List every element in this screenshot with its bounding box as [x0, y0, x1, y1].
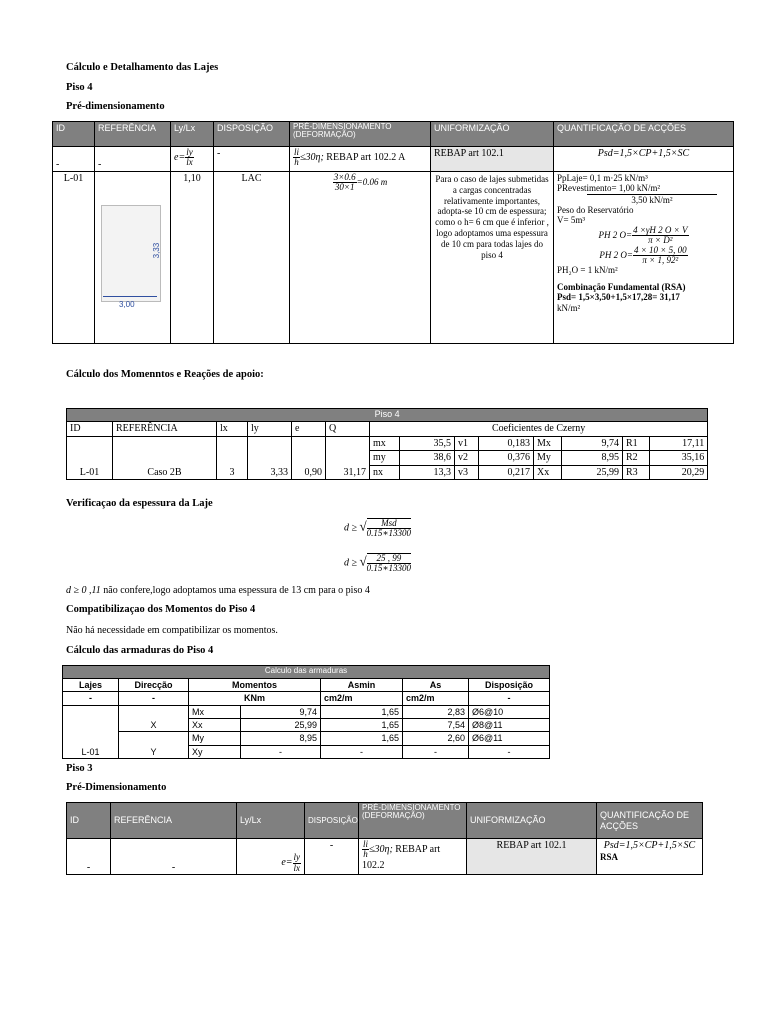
p3-hdr-id: ID: [67, 803, 111, 839]
t2-cell: 35,16: [650, 451, 708, 466]
arm-cell: Xx: [189, 719, 241, 732]
arm-cell: My: [189, 732, 241, 745]
slab-sketch: [95, 172, 171, 344]
arm-cell: -: [321, 745, 403, 758]
t2-cell: Mx: [534, 436, 562, 451]
t2-cell: 8,95: [562, 451, 623, 466]
t2-hdr-ref: REFERÊNCIA: [113, 422, 217, 437]
p3-hdr-predim: PRÉ-DIMENSIONAMENTO (DEFORMAÇÃO): [359, 803, 467, 839]
p3-predim-formula: $\frac{li}{h}$ ≤30η; REBAP art 102.2: [359, 839, 467, 875]
arm-hdr-as: As: [403, 679, 469, 692]
arm-cell: Mx: [189, 705, 241, 718]
p3-id: -: [67, 839, 111, 875]
p3-e-formula: e= $\frac{ly}{lx}$: [237, 839, 305, 875]
t2-id: L-01: [67, 436, 113, 480]
verif-formula-1: d ≥ √ $\frac{\text{Msd}}{0.15∗13300}$: [344, 518, 412, 539]
t2-cell: 25,99: [562, 465, 623, 480]
t2-cell: R3: [623, 465, 650, 480]
t2-cell: R1: [623, 436, 650, 451]
predim-calc: $\frac{3\times 0.6}{30\times 1}$ =0.06 m: [290, 172, 431, 344]
predim-heading: Pré-dimensionamento: [66, 101, 165, 112]
t2-cell: 0,183: [479, 436, 534, 451]
arm-cell: 9,74: [241, 705, 321, 718]
t2-hdr-q: Q: [326, 422, 370, 437]
t2-cell: Xx: [534, 465, 562, 480]
formula-id: -: [53, 147, 95, 172]
arm-hdr-disp: Disposição: [469, 679, 550, 692]
moments-heading: Cálculo dos Momenntos e Reações de apoio:: [66, 369, 264, 380]
t2-lx: 3: [217, 436, 248, 480]
arm-cell: 2,60: [403, 732, 469, 745]
arm-cell: -: [403, 745, 469, 758]
t2-cell: 38,6: [400, 451, 455, 466]
formula-disp: -: [214, 147, 290, 172]
hdr-quant: QUANTIFICAÇÃO DE ACÇÕES: [554, 122, 734, 147]
p3-disp: -: [305, 839, 359, 875]
slab-disp: LAC: [214, 172, 290, 344]
arm-cell: 25,99: [241, 719, 321, 732]
arm-hdr-asmin: Asmin: [321, 679, 403, 692]
czerny-table-title: Piso 4: [67, 409, 708, 422]
arm-cell: Xy: [189, 745, 241, 758]
arm-dir-x: X: [119, 705, 189, 732]
piso3-heading: Piso 3: [66, 763, 93, 774]
t2-hdr-lx: lx: [217, 422, 248, 437]
t2-cell: v3: [455, 465, 479, 480]
hdr-unif: UNIFORMIZAÇÃO: [431, 122, 554, 147]
p3-hdr-disp: DISPOSIÇÃO: [305, 803, 359, 839]
compat-text: Não há necessidade em compatibilizar os momentos.: [66, 625, 278, 636]
arm-cell: -: [469, 745, 550, 758]
compat-heading: Compatibilizaçao dos Momentos do Piso 4: [66, 604, 256, 615]
verif-result: d ≥ 0 ,11 não confere,logo adoptamos uma espessura de 13 cm para o piso 4: [66, 585, 370, 596]
p3-hdr-quant: QUANTIFICAÇÃO DE ACÇÕES: [597, 803, 703, 839]
unif-text: Para o caso de lajes submetidas a cargas concentradas relativamente importantes, adopta-se 10 cm de espessura; como o h= 6 cm que é inferior , logo adoptamos uma espessura de 10 cm para todas lajes do piso 4: [431, 172, 554, 344]
arm-cell: -: [241, 745, 321, 758]
hdr-ref: REFERÊNCIA: [95, 122, 171, 147]
hdr-predim: PRÉ-DIMENSIONAMENTO (DEFORMAÇÃO): [290, 122, 431, 147]
arm-cell: 7,54: [403, 719, 469, 732]
verif-formula-2: d ≥ √ $\frac{25 , 99}{0.15∗13300}$: [344, 553, 412, 574]
p3-hdr-unif: UNIFORMIZAÇÃO: [467, 803, 597, 839]
t2-hdr-czerny: Coeficientes de Czerny: [370, 422, 708, 437]
arm-cell: 1,65: [321, 719, 403, 732]
arm-cell: 2,83: [403, 705, 469, 718]
arm-unit: cm2/m: [403, 692, 469, 705]
t2-e: 0,90: [292, 436, 326, 480]
arm-hdr-momentos: Momentos: [189, 679, 321, 692]
arm-cell: 8,95: [241, 732, 321, 745]
arm-cell: 1,65: [321, 732, 403, 745]
document-title: Cálculo e Detalhamento das Lajes: [66, 62, 219, 73]
t2-ref: Caso 2B: [113, 436, 217, 480]
p3-ref: -: [111, 839, 237, 875]
quantification: PpLaje= 0,1 m·25 kN/m³ PRevestimento= 1,00 kN/m² 3,50 kN/m² Peso do Reservatório V= 5m³ PH 2 O= $\frac{4 \times\gamma H 2 O \times V}{\text{π × D²}}$ PH 2 O= $\frac{4 \times 10 \times 5, 00}{\text{π × 1, 92²}}$ PH₂O = 1 kN/m² Combinação Fundamental (RSA) Psd= 1,5×3,50+1,5×17,28= 31,17 kN/m²: [554, 172, 734, 344]
predim-table-piso3: [66, 802, 703, 875]
armaduras-heading: Cálculo das armaduras do Piso 4: [66, 645, 214, 656]
arm-unit: KNm: [189, 692, 321, 705]
psd-formula: Psd=1,5×CP+1,5×SC: [554, 147, 734, 172]
verif-heading: Verificaçao da espessura da Laje: [66, 498, 213, 509]
arm-unit: cm2/m: [321, 692, 403, 705]
arm-unit: -: [63, 692, 119, 705]
p3-hdr-ref: REFERÊNCIA: [111, 803, 237, 839]
arm-hdr-lajes: Lajes: [63, 679, 119, 692]
floor-4-heading: Piso 4: [66, 82, 93, 93]
slab-id: L-01: [53, 172, 95, 344]
t2-cell: mx: [370, 436, 400, 451]
predim-table-piso4: [52, 121, 734, 344]
czerny-table: [66, 408, 708, 480]
t2-cell: 9,74: [562, 436, 623, 451]
t2-cell: My: [534, 451, 562, 466]
t2-cell: 35,5: [400, 436, 455, 451]
arm-cell: Ø6@10: [469, 705, 550, 718]
armaduras-table-title: Calculo das armaduras: [63, 666, 550, 679]
hdr-ratio: Ly/Lx: [171, 122, 214, 147]
t2-ly: 3,33: [248, 436, 292, 480]
p3-hdr-ratio: Ly/Lx: [237, 803, 305, 839]
unif-ref: REBAP art 102.1: [431, 147, 554, 172]
t2-cell: 0,217: [479, 465, 534, 480]
arm-cell: Ø8@11: [469, 719, 550, 732]
arm-dir-y: Y: [119, 732, 189, 759]
dim-ly: 3,33: [152, 242, 162, 259]
t2-hdr-id: ID: [67, 422, 113, 437]
arm-cell: 1,65: [321, 705, 403, 718]
arm-id: L-01: [63, 705, 119, 758]
p3-quant: Psd=1,5×CP+1,5×SC RSA: [597, 839, 703, 875]
piso3-predim-heading: Pré-Dimensionamento: [66, 782, 167, 793]
t2-cell: 0,376: [479, 451, 534, 466]
hdr-id: ID: [53, 122, 95, 147]
arm-cell: Ø6@11: [469, 732, 550, 745]
formula-ref: -: [95, 147, 171, 172]
t2-cell: 17,11: [650, 436, 708, 451]
e-formula: e= $\frac{ly}{lx}$: [171, 147, 214, 172]
t2-q: 31,17: [326, 436, 370, 480]
t2-cell: v1: [455, 436, 479, 451]
t2-cell: R2: [623, 451, 650, 466]
t2-cell: my: [370, 451, 400, 466]
arm-unit: -: [469, 692, 550, 705]
slab-ratio: 1,10: [171, 172, 214, 344]
p3-unif: REBAP art 102.1: [467, 839, 597, 875]
t2-hdr-e: e: [292, 422, 326, 437]
t2-cell: 20,29: [650, 465, 708, 480]
t2-hdr-ly: ly: [248, 422, 292, 437]
predim-formula: $\frac{li}{h}$ ≤30η; REBAP art 102.2 A: [290, 147, 431, 172]
t2-cell: nx: [370, 465, 400, 480]
arm-hdr-dir: Direcção: [119, 679, 189, 692]
dim-lx: 3,00: [119, 300, 135, 309]
hdr-disp: DISPOSIÇÃO: [214, 122, 290, 147]
t2-cell: 13,3: [400, 465, 455, 480]
t2-cell: v2: [455, 451, 479, 466]
arm-unit: -: [119, 692, 189, 705]
armaduras-table: [62, 665, 550, 759]
dim-line: [103, 296, 157, 297]
